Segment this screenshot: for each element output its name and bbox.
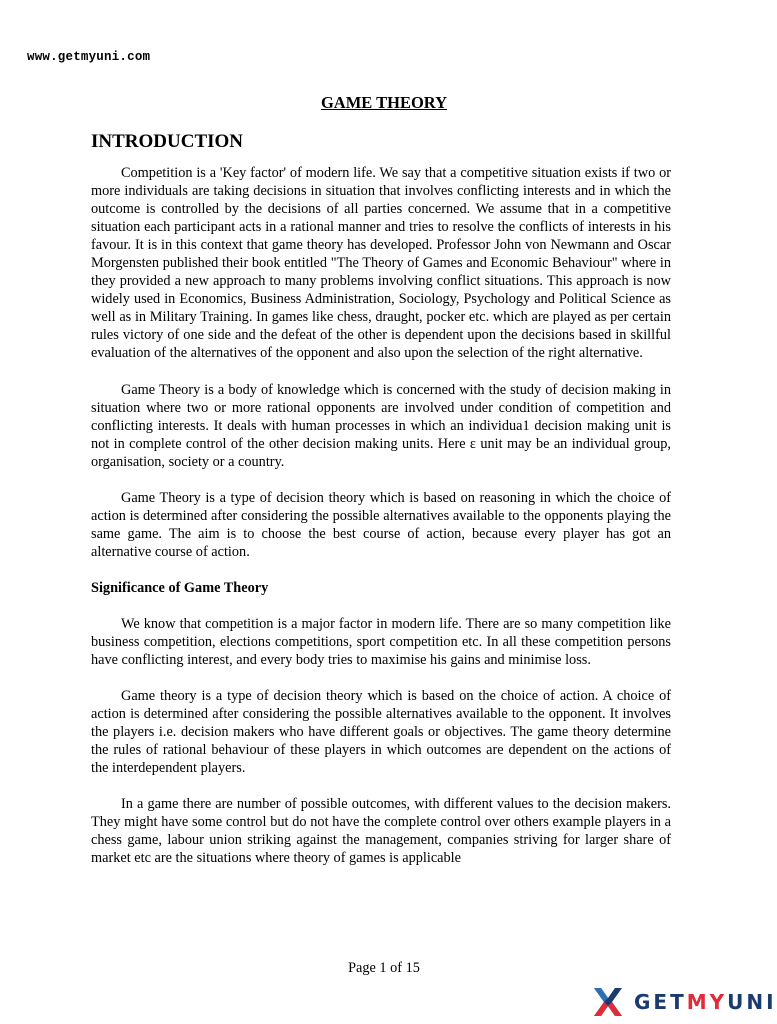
subheading-significance: Significance of Game Theory [91, 579, 269, 596]
intro-paragraph-2: Game Theory is a body of knowledge which is concerned with the study of decision making in situation where two or more rational opponents are involved under condition of competition and conflicting interests. It deals with human processes in which an individua1 decision making unit is not in complete control of the other decision making units. Here ε unit may be an individual group, organisation, society or a country. [91, 381, 671, 470]
getmyuni-x-mark-icon [594, 986, 622, 1018]
document-body [91, 130, 671, 868]
wordmark-part-uni: UNI [727, 990, 777, 1014]
significance-paragraph-1: We know that competition is a major factor in modern life. There are so many competition like business competition, elections competitions, sport competition etc. In all these competition persons have conflicting interest, and every body tries to maximise his gains and minimise loss. [91, 615, 671, 669]
wordmark-part-my: MY [686, 990, 728, 1014]
intro-paragraph-1: Competition is a 'Key factor' of modern life. We say that a competitive situation exists if two or more individuals are taking decisions in situation that involves conflicting interests and in which the outcome is controlled by the decisions of all parties concerned. We assume that in a competitive situation each participant acts in a rational manner and tries to resolve the conflicts of interests in his favour. It is in this context that game theory has developed. Professor John von Newmann and Oscar Morgensten published their book entitled "The Theory of Games and Economic Behaviour" where in they provided a new approach to many problems involving conflict situations. This approach is now widely used in Economics, Business Administration, Sociology, Psychology and Political Science as well as in Military Training. In games like chess, draught, pocker etc. which are played as per certain rules victory of one side and the defeat of the other is dependent upon the decisions based in skillful evaluation of the alternatives of the opponent and also upon the selection of the right alternative. [91, 165, 671, 362]
significance-paragraph-2: Game theory is a type of decision theory which is based on the choice of action. A choice of action is determined after considering the possible alternatives available to the opponent. It involves the players i.e. decision makers who have different goals or objectives. The game theory determine the rules of rational behaviour of these players in which outcomes are dependent on the actions of the interdependent players. [91, 688, 671, 777]
getmyuni-wordmark [634, 990, 777, 1014]
page-number: Page 1 of 15 [348, 960, 420, 976]
getmyuni-logo [594, 985, 777, 1019]
intro-paragraph-3: Game Theory is a type of decision theory which is based on reasoning in which the choice of action is determined after considering the possible alternatives available to the opponents playing the same game. The aim is to choose the best course of action, because every player has got an alternative course of action. [91, 489, 671, 560]
site-url: www.getmyuni.com [27, 50, 151, 64]
significance-paragraph-3: In a game there are number of possible outcomes, with different values to the decision makers. They might have some control but do not have the complete control over others example players in a chess game, labour union striking against the management, companies striving for larger share of market etc are the situations where theory of games is applicable [91, 796, 671, 867]
document-title: GAME THEORY [320, 93, 448, 112]
section-heading-introduction: INTRODUCTION [91, 131, 244, 152]
wordmark-part-get: GET [634, 990, 687, 1014]
